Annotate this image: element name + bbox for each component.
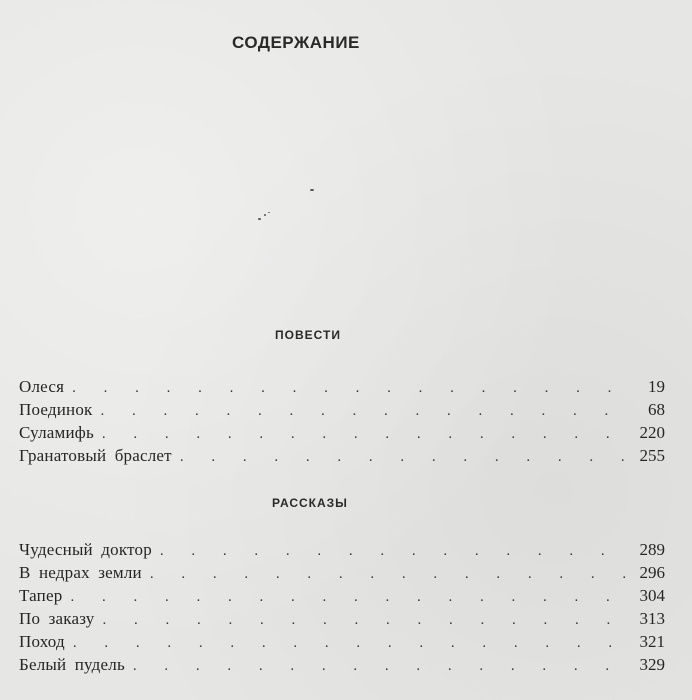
toc-entry-title: Чудесный доктор — [19, 540, 152, 559]
toc-entry-page: 313 — [639, 609, 665, 628]
page-title: СОДЕРЖАНИЕ — [232, 33, 360, 52]
toc-entry-title: Суламифь — [19, 423, 94, 442]
toc-entry-page: 255 — [639, 446, 665, 465]
dot-leader — [103, 609, 628, 632]
toc-entry-page: 304 — [639, 586, 665, 605]
paper-speck — [258, 218, 261, 220]
paper-speck — [268, 212, 270, 213]
toc-entry-page: 19 — [648, 377, 665, 396]
toc-entry[interactable] — [19, 375, 665, 398]
paper-speck — [310, 189, 314, 191]
toc-entry-page: 329 — [639, 655, 665, 674]
dot-leader — [133, 655, 627, 678]
toc-entry-title: По заказу — [19, 609, 95, 628]
toc-entry[interactable] — [19, 398, 665, 421]
toc-entry-page: 296 — [639, 563, 665, 582]
toc-entry[interactable] — [19, 630, 665, 653]
toc-entry-title: Поединок — [19, 400, 93, 419]
toc-entry-page: 220 — [639, 423, 665, 442]
toc-list-rasskazy — [19, 538, 665, 676]
dot-leader — [72, 377, 627, 400]
toc-entry-page: 68 — [648, 400, 665, 419]
toc-entry-page: 289 — [639, 540, 665, 559]
dot-leader — [101, 400, 627, 423]
toc-entry-title: Олеся — [19, 377, 65, 396]
toc-entry-title: Гранатовый браслет — [19, 446, 172, 465]
toc-entry[interactable] — [19, 607, 665, 630]
toc-entry[interactable] — [19, 653, 665, 676]
section-heading-rasskazy: РАССКАЗЫ — [272, 496, 348, 510]
toc-entry[interactable] — [19, 444, 665, 467]
dot-leader — [73, 632, 627, 655]
toc-list-povesti — [19, 375, 665, 467]
toc-entry[interactable] — [19, 584, 665, 607]
toc-entry-title: Тапер — [19, 586, 63, 605]
toc-entry-title: Поход — [19, 632, 65, 651]
toc-entry-page: 321 — [639, 632, 665, 651]
toc-entry-title: Белый пудель — [19, 655, 125, 674]
toc-entry-title: В недрах земли — [19, 563, 142, 582]
section-heading-povesti: ПОВЕСТИ — [275, 328, 341, 342]
dot-leader — [102, 423, 627, 446]
dot-leader — [150, 563, 627, 586]
dot-leader — [180, 446, 627, 469]
paper-speck — [264, 214, 266, 216]
dot-leader — [70, 586, 627, 609]
toc-entry[interactable] — [19, 561, 665, 584]
toc-entry[interactable] — [19, 538, 665, 561]
toc-entry[interactable] — [19, 421, 665, 444]
dot-leader — [160, 540, 627, 563]
